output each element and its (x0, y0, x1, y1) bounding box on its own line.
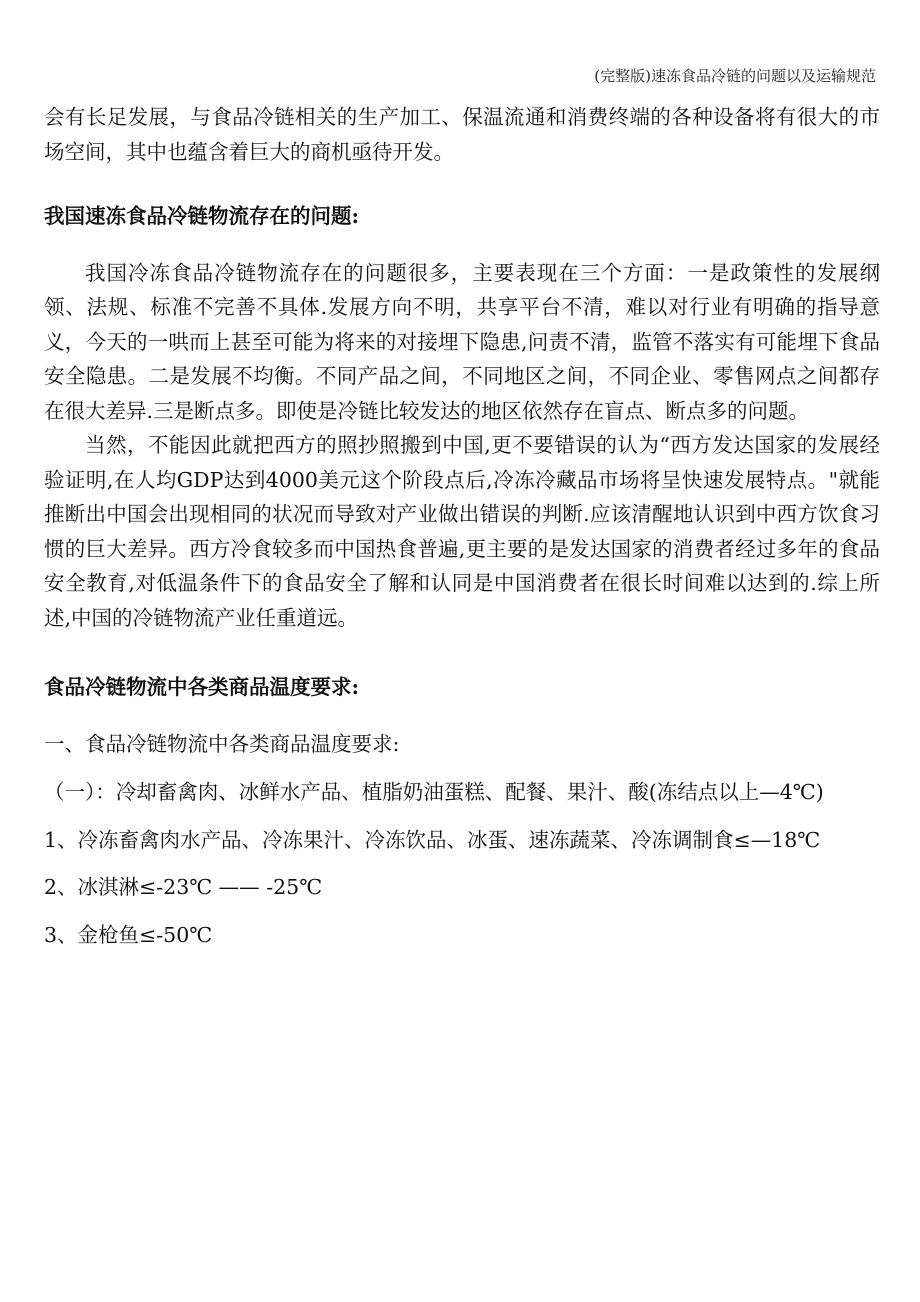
list-item: 3、金枪鱼≤-50℃ (44, 922, 213, 947)
conclusion-paragraph: 当然，不能因此就把西方的照抄照搬到中国,更不要错误的认为“西方发达国家的发展经验证明,在人均GDP达到4000美元这个阶段点后,冷冻冷藏品市场将呈快速发展特点。"就能推断出中国会出现相同的状况而导致对产业做出错误的判断.应该清醒地认识到中西方饮食习惯的巨大差异。西方冷食较多而中国热食普遍,更主要的是发达国家的消费者经过多年的食品安全教育,对低温条件下的食品安全了解和认同是中国消费者在很长时间难以达到的.综上所述,中国的冷链物流产业任重道远。 (44, 433, 880, 630)
intro-paragraph: 会有长足发展，与食品冷链相关的生产加工、保温流通和消费终端的各种设备将有很大的市场空间，其中也蕴含着巨大的商机亟待开发。 (44, 105, 880, 164)
section-heading-problems: 我国速冻食品冷链物流存在的问题: (44, 204, 360, 228)
list-title: 一、食品冷链物流中各类商品温度要求: (44, 731, 400, 756)
list-item: （一）：冷却畜禽肉、冰鲜水产品、植脂奶油蛋糕、配餐、果汁、酸(冻结点以上—4℃) (44, 780, 824, 804)
list-item: 1、冷冻畜禽肉水产品、冷冻果汁、冷冻饮品、冰蛋、速冻蔬菜、冷冻调制食≤—18℃ (44, 827, 821, 852)
running-header: (完整版)速冻食品冷链的问题以及运输规范 (594, 67, 876, 85)
document-body (44, 100, 880, 952)
section-heading-temperature: 食品冷链物流中各类商品温度要求: (44, 675, 360, 699)
problems-paragraph: 我国冷冻食品冷链物流存在的问题很多，主要表现在三个方面：一是政策性的发展纲领、法规、标准不完善不具体.发展方向不明，共享平台不清，难以对行业有明确的指导意义，今天的一哄而上甚至可能为将来的对接埋下隐患,问责不清，监管不落实有可能埋下食品安全隐患。二是发展不均衡。不同产品之间，不同地区之间，不同企业、零售网点之间都存在很大差异.三是断点多。即使是冷链比较发达的地区依然存在盲点、断点多的问题。 (44, 260, 880, 423)
list-item: 2、冰淇淋≤-23℃ —— -25℃ (44, 875, 323, 899)
